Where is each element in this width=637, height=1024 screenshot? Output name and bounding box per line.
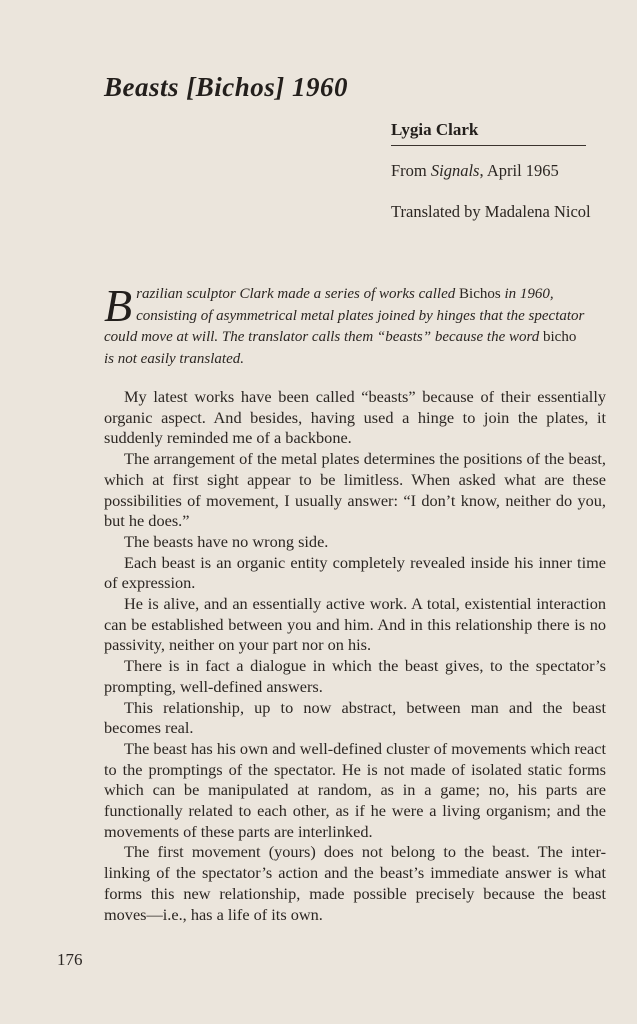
body-paragraph: The beasts have no wrong side. <box>124 531 329 551</box>
source-line <box>391 161 559 181</box>
editorial-intro <box>104 280 588 370</box>
essay-body <box>104 387 606 925</box>
body-paragraph: My latest works have been called “beasts” because of their essentially organic aspect. And besides, having used a hinge to join the plates, it suddenly reminded me of a backbone. <box>104 387 606 448</box>
intro-word: bicho <box>543 329 577 345</box>
source-publication: Signals <box>430 161 480 180</box>
page-number: 176 <box>57 950 83 969</box>
intro-text-2: in 1960, consisting of asymmetrical metal plates joined by hinges that the spectator could move at will. The translator calls them “beasts” because the word <box>104 286 585 345</box>
source-prefix: From <box>391 161 431 180</box>
body-paragraph: The first movement (yours) does not belong to the beast. The inter-linking of the spectator’s action and the beast’s immediate answer is what forms this new relationship, made possible precisely because the beast moves—i.e., has a life of its own. <box>104 842 606 924</box>
essay-title: Beasts [Bichos] 1960 <box>104 72 349 102</box>
body-paragraph: He is alive, and an essentially active work. A total, existential interaction can be established between you and him. And in this relationship there is no passivity, neither on your part nor on his. <box>104 594 606 655</box>
intro-text-3: is not easily translated. <box>104 350 244 367</box>
intro-work-title: Bichos <box>459 286 501 302</box>
author-name: Lygia Clark <box>391 120 479 139</box>
body-paragraph: There is in fact a dialogue in which the beast gives, to the spectator’s prompting, well-defined answers. <box>104 656 606 696</box>
body-paragraph: Each beast is an organic entity completely revealed inside his inner time of expression. <box>104 552 606 593</box>
body-paragraph: This relationship, up to now abstract, between man and the beast becomes real. <box>104 697 606 738</box>
body-paragraph: The beast has his own and well-defined cluster of movements which react to the promptings of the spectator. He is not made of isolated static forms which can be manipulated at random, as in a game; no, his parts are functionally related to each other, as if he were a living organism; and the movements of these parts are interlinked. <box>104 738 606 841</box>
source-date: , April 1965 <box>479 161 559 180</box>
drop-cap: B <box>104 280 133 331</box>
author-rule <box>391 145 586 146</box>
translator-credit: Translated by Madalena Nicol <box>391 202 591 221</box>
body-paragraph: The arrangement of the metal plates determines the positions of the beast, which at first sight appear to be limitless. When asked what are these possibilities of movement, I usually answer: “I don’t know, neither do you, but he does.” <box>104 449 606 531</box>
intro-text-1: razilian sculptor Clark made a series of works called <box>136 286 460 302</box>
